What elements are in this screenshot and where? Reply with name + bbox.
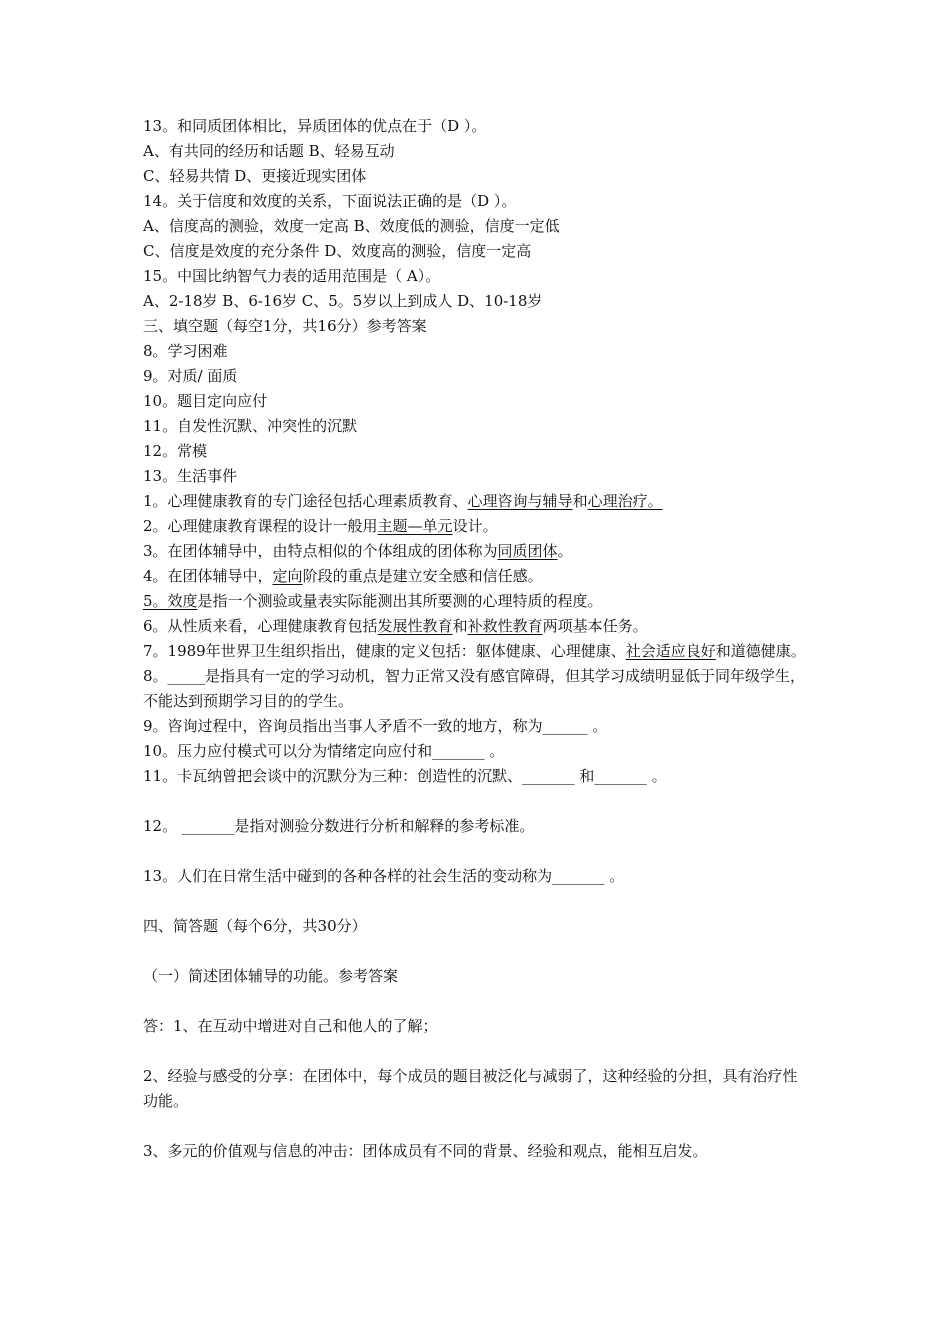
text: 1。心理健康教育的专门途径包括心理素质教育、 — [143, 492, 468, 510]
spacer — [143, 839, 808, 864]
fill-answer: 13。生活事件 — [143, 467, 238, 485]
answer-underlined: 补救性教育 — [467, 617, 543, 635]
mc-line: 13。和同质团体相比，异质团体的优点在于（D ）。 — [143, 117, 487, 135]
fill-answer: 12。常模 — [143, 442, 208, 460]
fill-question-3 — [143, 539, 808, 564]
fill-question-2 — [143, 514, 808, 539]
short-question-1: （一）简述团体辅导的功能。参考答案 — [143, 967, 399, 985]
spacer — [143, 1039, 808, 1064]
text: 6。从性质来看，心理健康教育包括 — [143, 617, 378, 635]
answer-underlined: 发展性教育 — [377, 617, 453, 635]
mc-line: A、2-18岁 B、6-16岁 C、5。5岁以上到成人 D、10-18岁 — [143, 292, 543, 310]
text: 是指一个测验或量表实际能测出其所要测的心理特质的程度。 — [197, 592, 603, 610]
fill-question-10: 10。压力应付模式可以分为情绪定向应付和_______ 。 — [143, 742, 505, 760]
mc-line: C、信度是效度的充分条件 D、效度高的测验，信度一定高 — [143, 242, 532, 260]
mc-line: 14。关于信度和效度的关系，下面说法正确的是（D ）。 — [143, 192, 517, 210]
fill-heading: 三、填空题（每空1分，共16分）参考答案 — [143, 317, 427, 335]
answer-underlined: 社会适应良好 — [625, 642, 716, 660]
text: 。 — [557, 542, 573, 560]
fill-answer: 10。题目定向应付 — [143, 392, 268, 410]
answer-line: 3、多元的价值观与信息的冲击：团体成员有不同的背景、经验和观点，能相互启发。 — [143, 1142, 708, 1160]
text: 设计。 — [452, 517, 498, 535]
fill-question-6 — [143, 614, 808, 639]
text: 4。在团体辅导中， — [143, 567, 273, 585]
fill-question-9: 9。咨询过程中，咨询员指出当事人矛盾不一致的地方，称为______ 。 — [143, 717, 608, 735]
fill-answer: 9。对质/ 面质 — [143, 367, 238, 385]
fill-question-1 — [143, 489, 808, 514]
mc-line: A、有共同的经历和话题 B、轻易互动 — [143, 142, 395, 160]
spacer — [143, 989, 808, 1014]
document-page — [143, 114, 808, 1164]
text: 7。1989年世界卫生组织指出，健康的定义包括：躯体健康、心理健康、 — [143, 642, 626, 660]
mc-line: 15。中国比纳智气力表的适用范围是（ A）。 — [143, 267, 441, 285]
text: 和道德健康。 — [715, 642, 806, 660]
spacer — [143, 789, 808, 814]
answer-underlined: 心理治疗。 — [587, 492, 663, 510]
fill-question-7 — [143, 639, 808, 664]
fill-question-8: 8。_____是指具有一定的学习动机，智力正常又没有感官障碍，但其学习成绩明显低于同年级学生，不能达到预期学习目的的学生。 — [143, 667, 806, 710]
mc-line: C、轻易共情 D、更接近现实团体 — [143, 167, 367, 185]
spacer — [143, 939, 808, 964]
text: 2。心理健康教育课程的设计一般用 — [143, 517, 378, 535]
answer-underlined: 5。效度 — [143, 592, 198, 610]
spacer — [143, 889, 808, 914]
fill-question-5 — [143, 589, 808, 614]
answer-underlined: 心理咨询与辅导 — [467, 492, 573, 510]
answer-line: 2、经验与感受的分享：在团体中，每个成员的题目被泛化与减弱了，这种经验的分担，具有治疗性功能。 — [143, 1067, 798, 1110]
answer-underlined: 定向 — [272, 567, 303, 585]
fill-question-11: 11。卡瓦纳曾把会谈中的沉默分为三种：创造性的沉默、_______ 和_______ 。 — [143, 767, 667, 785]
short-answer-heading: 四、简答题（每个6分，共30分） — [143, 917, 367, 935]
text: 两项基本任务。 — [542, 617, 648, 635]
text: 和 — [572, 492, 588, 510]
fill-answer: 11。自发性沉默、冲突性的沉默 — [143, 417, 358, 435]
fill-answer: 8。学习困难 — [143, 342, 228, 360]
text: 阶段的重点是建立安全感和信任感。 — [302, 567, 543, 585]
spacer — [143, 1114, 808, 1139]
mc-line: A、信度高的测验，效度一定高 B、效度低的测验，信度一定低 — [143, 217, 560, 235]
answer-underlined: 同质团体 — [497, 542, 558, 560]
fill-question-4 — [143, 564, 808, 589]
text: 3。在团体辅导中，由特点相似的个体组成的团体称为 — [143, 542, 498, 560]
answer-underlined: 主题—单元 — [377, 517, 453, 535]
text: 和 — [452, 617, 468, 635]
answer-line: 答：1、在互动中增进对自己和他人的了解； — [143, 1017, 438, 1035]
fill-question-12: 12。 _______是指对测验分数进行分析和解释的参考标准。 — [143, 817, 535, 835]
fill-question-13: 13。人们在日常生活中碰到的各种各样的社会生活的变动称为_______ 。 — [143, 867, 625, 885]
